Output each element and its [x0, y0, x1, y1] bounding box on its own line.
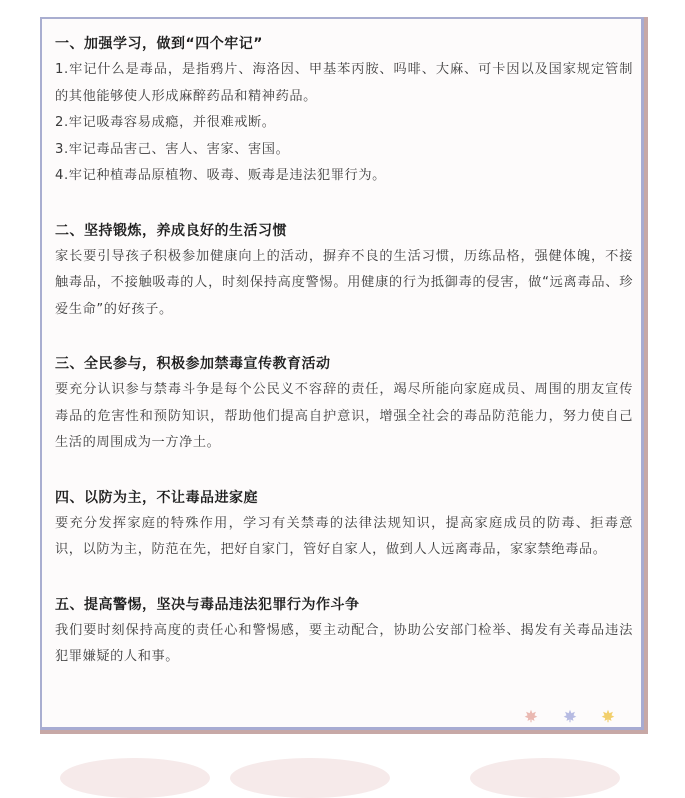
section-heading: 五、提高警惕，坚决与毒品违法犯罪行为作斗争 — [55, 596, 360, 613]
maple-leaf-icon — [601, 709, 615, 723]
article-content — [55, 31, 633, 699]
section-paragraph: 我们要时刻保持高度的责任心和警惕感，要主动配合，协助公安部门检举、揭发有关毒品违法犯罪嫌疑的人和事。 — [55, 622, 633, 664]
section-paragraph: 家长要引导孩子积极参加健康向上的活动，摒弃不良的生活习惯，历练品格，强健体魄，不接触毒品，不接触吸毒的人，时刻保持高度警惕。用健康的行为抵御毒的侵害，做“远离毒品、珍爱生命”的好孩子。 — [55, 248, 633, 317]
section-paragraph: 要充分认识参与禁毒斗争是每个公民义不容辞的责任，竭尽所能向家庭成员、周围的朋友宣传毒品的危害性和预防知识，帮助他们提高自护意识，增强全社会的毒品防范能力，努力使自己生活的周围成为一方净土。 — [55, 382, 633, 450]
decorative-blob — [60, 758, 210, 798]
section-4 — [55, 485, 633, 564]
section-heading: 三、全民参与，积极参加禁毒宣传教育活动 — [55, 356, 331, 372]
section-paragraph: 3.牢记毒品害己、害人、害家、害国。 — [55, 141, 290, 157]
maple-leaf-icon — [524, 709, 538, 723]
section-1 — [55, 31, 633, 190]
section-heading: 一、加强学习，做到“四个牢记” — [55, 36, 263, 52]
maple-leaf-icon — [563, 709, 577, 723]
decorative-blob — [230, 758, 390, 798]
leaf-shape — [564, 710, 577, 723]
section-3 — [55, 351, 633, 457]
section-heading: 四、以防为主，不让毒品进家庭 — [55, 489, 258, 506]
section-heading: 二、坚持锻炼，养成良好的生活习惯 — [55, 222, 287, 239]
article-card — [40, 17, 644, 730]
section-paragraph: 2.牢记吸毒容易成瘾，并很难戒断。 — [55, 115, 276, 130]
section-paragraph: 要充分发挥家庭的特殊作用，学习有关禁毒的法律法规知识，提高家庭成员的防毒、拒毒意识，以防为主，防范在先，把好自家门，管好自家人，做到人人远离毒品，家家禁绝毒品。 — [55, 515, 633, 557]
leaf-shape — [525, 710, 538, 723]
leaf-shape — [602, 710, 615, 723]
section-paragraph: 4.牢记种植毒品原植物、吸毒、贩毒是违法犯罪行为。 — [55, 168, 386, 183]
decorative-blob — [470, 758, 620, 798]
section-paragraph: 1.牢记什么是毒品，是指鸦片、海洛因、甲基苯丙胺、吗啡、大麻、可卡因以及国家规定管制的其他能够使人形成麻醉药品和精神药品。 — [55, 62, 633, 104]
section-2 — [55, 218, 633, 324]
section-5 — [55, 592, 633, 671]
